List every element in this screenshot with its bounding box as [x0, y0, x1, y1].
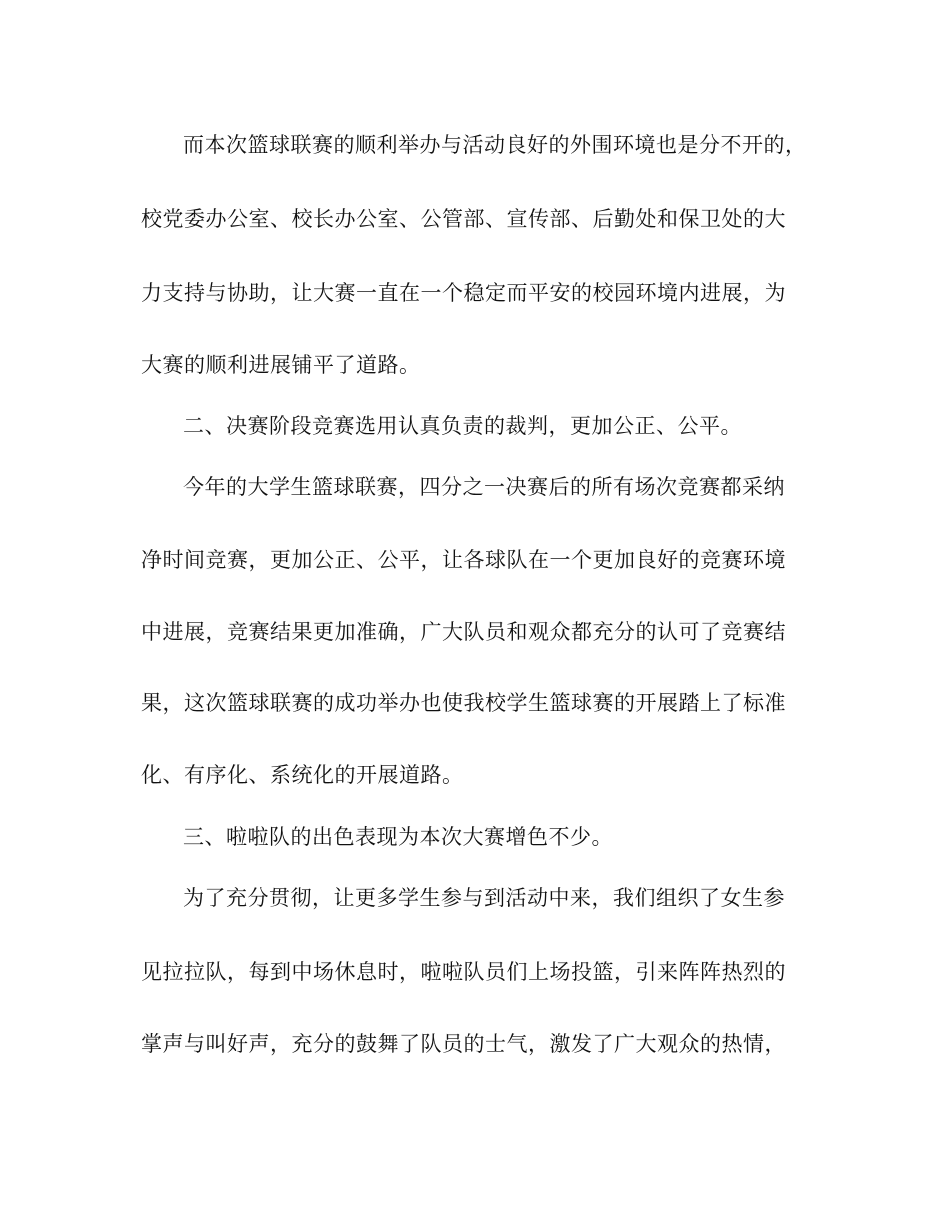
- paragraph-line: 校党委办公室、校长办公室、公管部、宣传部、后勤处和保卫处的大: [141, 207, 786, 231]
- paragraph-line: 大赛的顺利进展铺平了道路。: [141, 353, 421, 377]
- paragraph-line: 而本次篮球联赛的顺利举办与活动良好的外围环境也是分不开的，: [183, 133, 807, 157]
- paragraph-line: 掌声与叫好声，充分的鼓舞了队员的士气，激发了广大观众的热情，: [141, 1032, 786, 1056]
- paragraph-line: 为了充分贯彻，让更多学生参与到活动中来，我们组织了女生参: [183, 886, 785, 910]
- paragraph-line: 见拉拉队，每到中场休息时，啦啦队员们上场投篮，引来阵阵热烈的: [141, 960, 786, 984]
- paragraph-line: 今年的大学生篮球联赛，四分之一决赛后的所有场次竞赛都采纳: [183, 475, 785, 499]
- section-heading: 三、啦啦队的出色表现为本次大赛增色不少。: [183, 825, 613, 849]
- paragraph-line: 净时间竞赛，更加公正、公平，让各球队在一个更加良好的竞赛环境: [141, 548, 786, 572]
- paragraph-line: 化、有序化、系统化的开展道路。: [141, 763, 464, 787]
- paragraph-line: 果，这次篮球联赛的成功举办也使我校学生篮球赛的开展踏上了标准: [141, 691, 786, 715]
- paragraph-line: 中进展，竞赛结果更加准确，广大队员和观众都充分的认可了竞赛结: [141, 620, 786, 644]
- paragraph-line: 力支持与协助，让大赛一直在一个稳定而平安的校园环境内进展，为: [141, 281, 786, 305]
- section-heading: 二、决赛阶段竞赛选用认真负责的裁判，更加公正、公平。: [183, 414, 742, 438]
